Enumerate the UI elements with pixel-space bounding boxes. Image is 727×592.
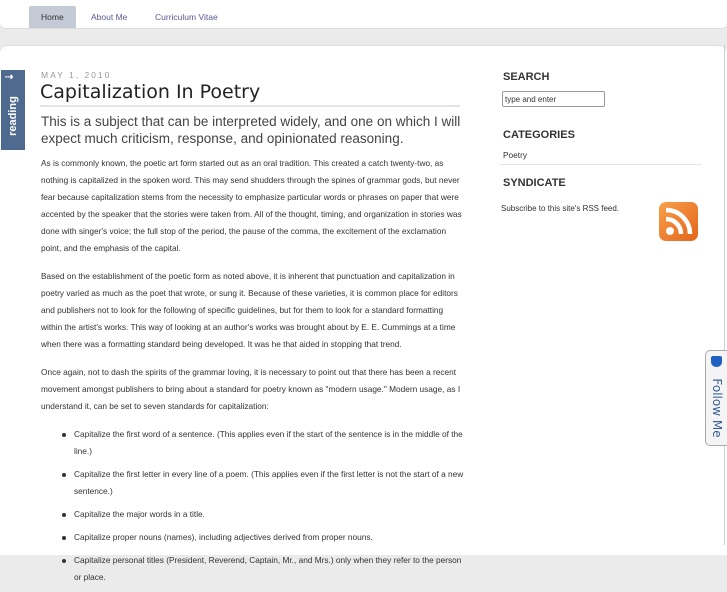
post — [40, 70, 464, 592]
list-item: Capitalize the first word of a sentence. (This applies even if the start of the sentence is in the middle of the line.) — [74, 426, 464, 460]
list-item: Capitalize proper nouns (names), including adjectives derived from proper nouns. — [74, 529, 464, 546]
nav-curriculum-vitae[interactable]: Curriculum Vitae — [155, 12, 218, 22]
shield-icon — [711, 356, 722, 367]
top-navigation — [0, 0, 727, 29]
post-title[interactable]: Capitalization In Poetry — [40, 81, 460, 107]
paragraph: Based on the establishment of the poetic form as noted above, it is inherent that punctuation and capitalization in poetry varied as much as the poet that wrote, or sung it. Because of these varieties, it is common place for editors and publishers not to look for the following of specific guidelines, but for them to look for a standard formatting within the artist's works. This way of looking at an author's works was brought about by E. E. Cummings at a time when there was a formatting standard being developed. It was he that aided in stopping that trend. — [41, 271, 458, 349]
reading-label: reading — [7, 96, 19, 136]
post-content — [40, 155, 464, 586]
post-lead: This is a subject that can be interpreted widely, and one on which I will expect much criticism, response, and opinionated reasoning. — [41, 114, 461, 146]
list-item: Capitalize personal titles (President, Reverend, Captain, Mr., and Mrs.) only when they refer to the person or place. — [74, 552, 464, 586]
paragraph: As is commonly known, the poetic art form started out as an oral tradition. This created a catch twenty-two, as nothing is capitalized in the spoken word. This may send shudders through the spines of grammar gods, but never fear because capitalization stems from the necessity to emphasize particular words or phrases on paper that were accented by the speaker that the stories were taken from. All of the thought, timing, and organization in stories was done with singer's voice; the full stop of the period, the pause of the comma, the excitement of the exclamation point, and the emphasis of the capital. — [41, 158, 462, 253]
nav-home[interactable]: Home — [29, 6, 76, 28]
rss-icon[interactable] — [659, 202, 698, 241]
categories-heading: CATEGORIES — [503, 129, 575, 141]
list-item: Capitalize the first letter in every line of a poem. (This applies even if the first letter is not the start of a new sentence.) — [74, 466, 464, 500]
nav-about-me[interactable]: About Me — [91, 12, 128, 22]
list-item: Capitalize the major words in a title. — [74, 506, 464, 523]
category-poetry[interactable]: Poetry — [503, 150, 527, 160]
follow-me-tab[interactable] — [705, 350, 727, 446]
divider — [724, 45, 725, 545]
search-heading: SEARCH — [503, 71, 550, 83]
reading-tab[interactable] — [1, 70, 25, 150]
capitalization-list — [74, 426, 464, 586]
divider — [500, 164, 702, 165]
search-input[interactable] — [502, 91, 605, 107]
rss-subscribe-text: Subscribe to this site's RSS feed. — [501, 204, 620, 213]
dotted-arrow-right-icon: ⇢ — [5, 72, 14, 83]
post-date: MAY 1, 2010 — [41, 70, 112, 80]
paragraph: Once again, not to dash the spirits of the grammar loving, it is necessary to point out that there has been a recent movement amongst publishers to bring about a standard for poetry known as "modern usage." Modern usage, as I understand it, can be set to seven standards for capitalization: — [41, 367, 461, 411]
follow-me-label: Follow Me — [710, 378, 724, 438]
syndicate-heading: SYNDICATE — [503, 177, 566, 189]
